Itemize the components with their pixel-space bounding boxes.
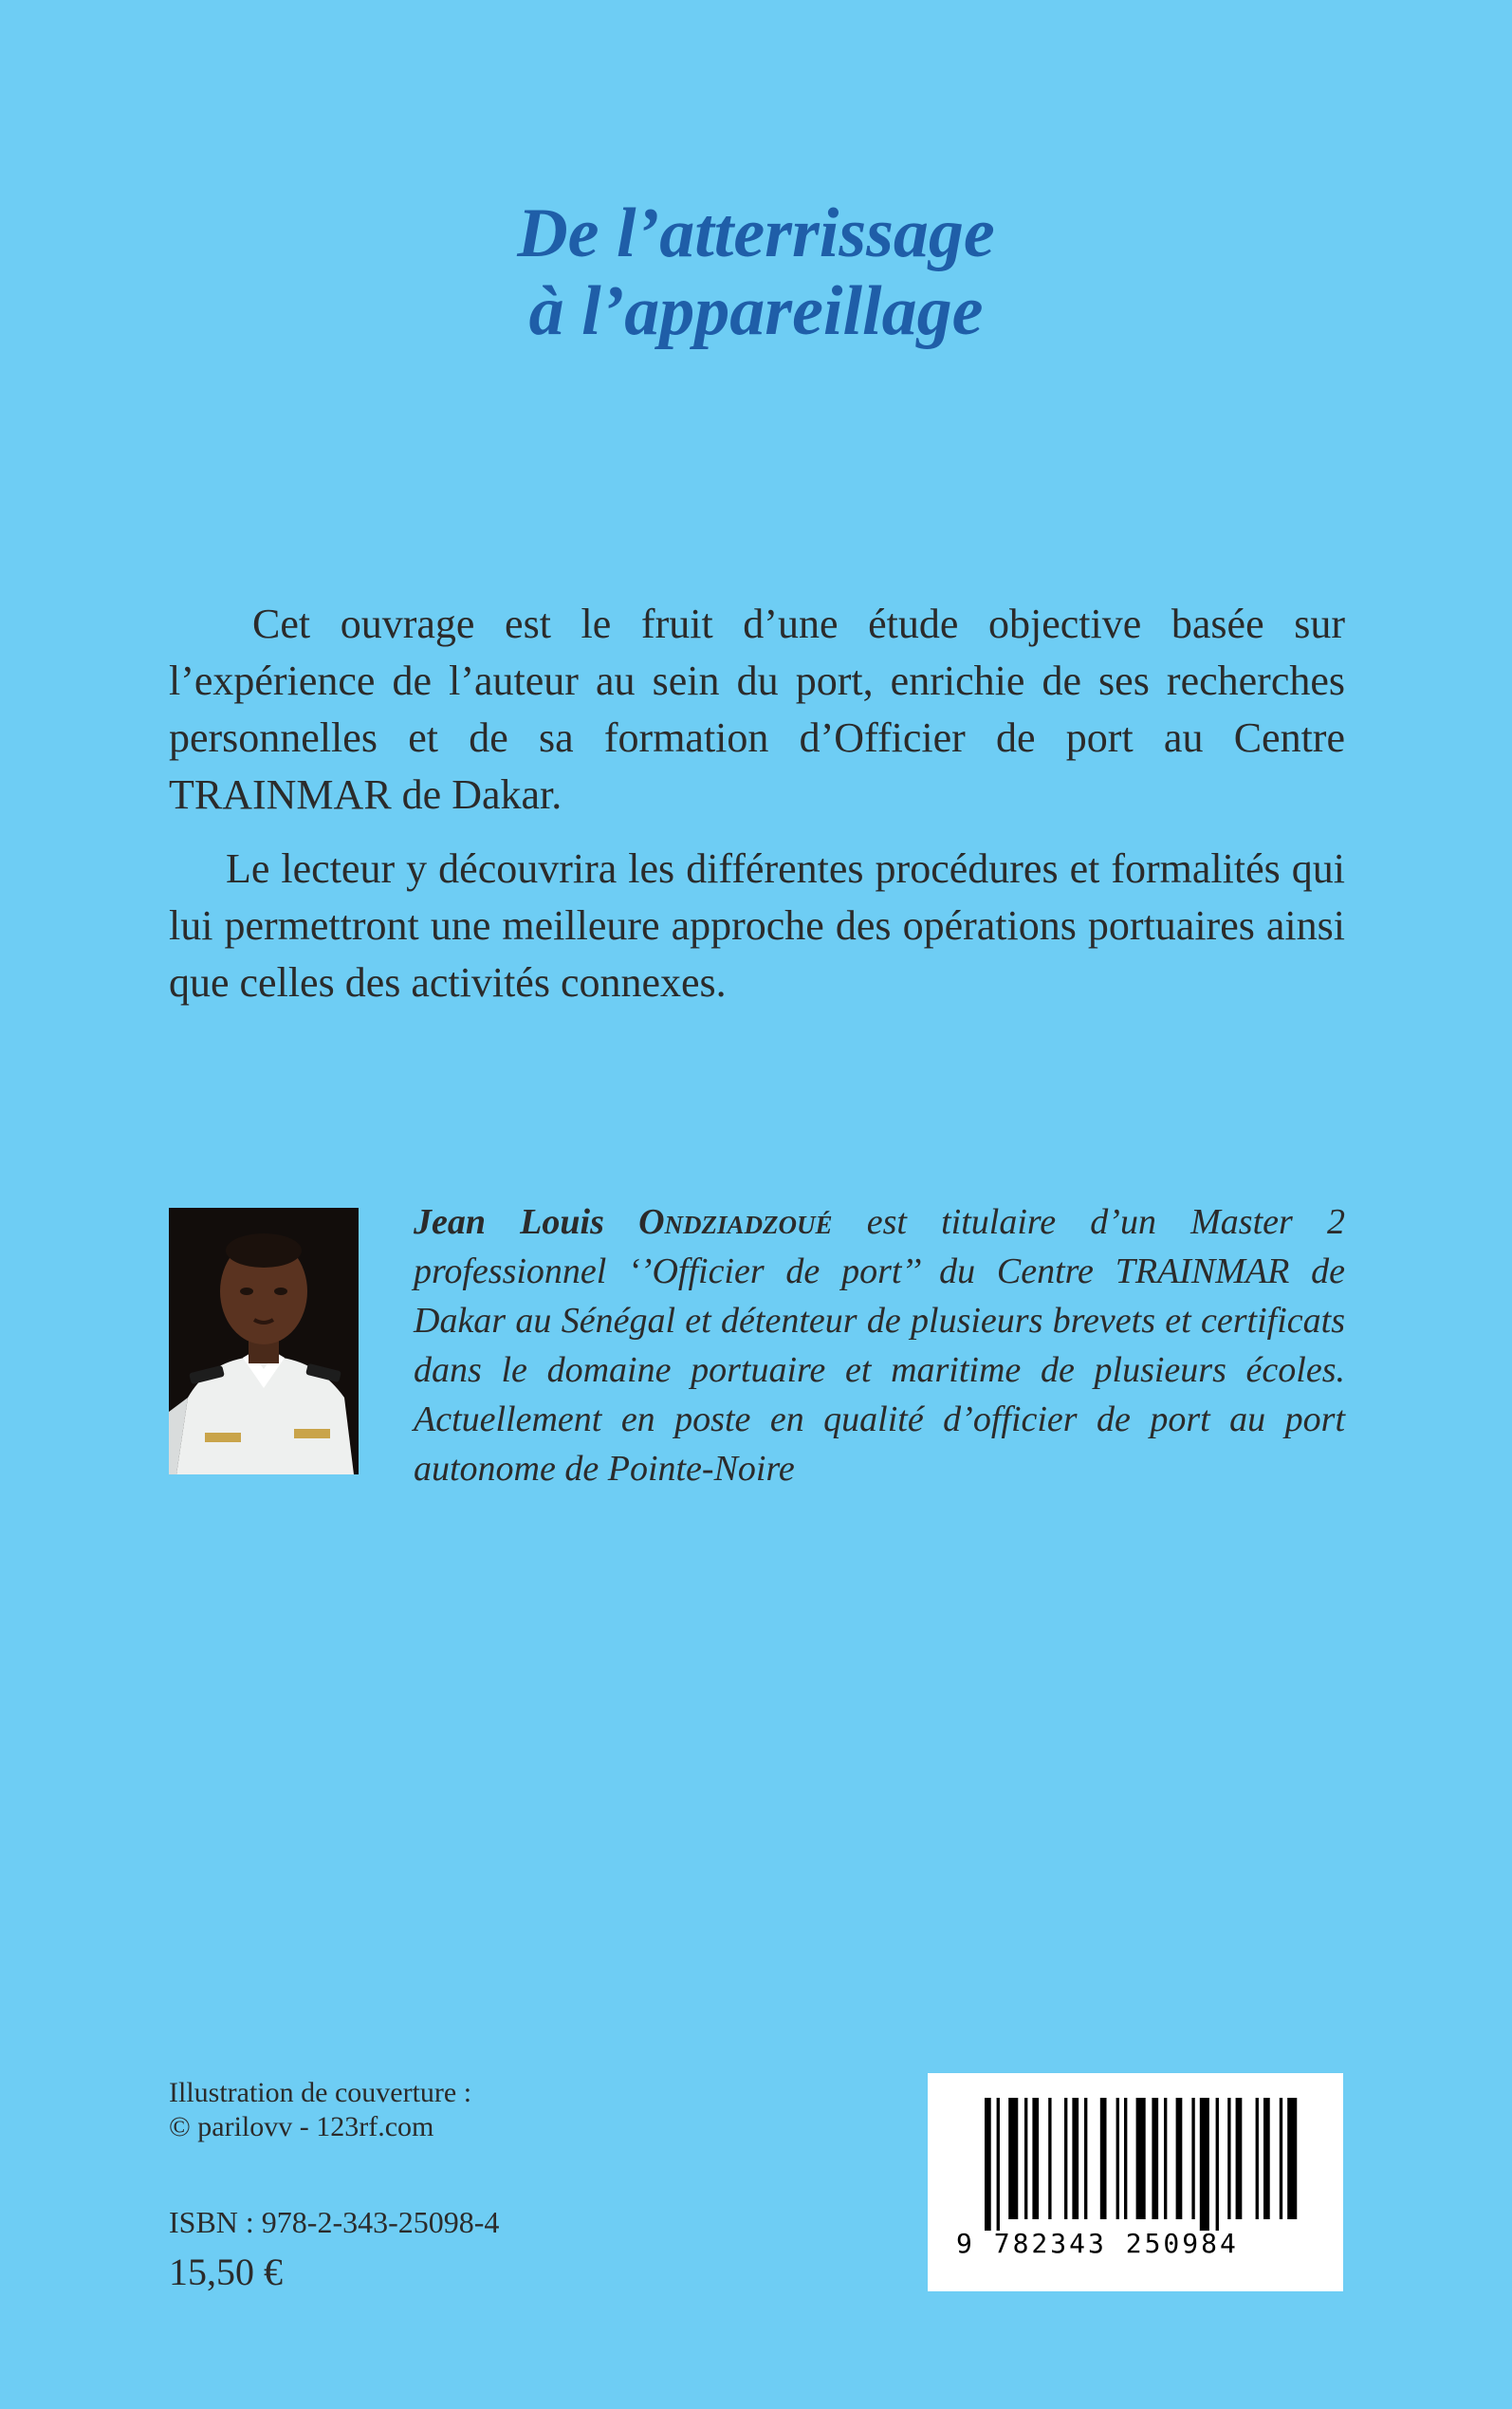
book-blurb [169,596,1345,1028]
barcode-bar [1024,2098,1027,2219]
barcode-bar [1287,2098,1297,2219]
author-first-name: Jean Louis [414,1202,604,1242]
barcode-bar [1176,2098,1183,2219]
barcode-bar [1072,2098,1079,2219]
barcode-bar [1116,2098,1119,2219]
price: 15,50 € [169,2251,283,2293]
barcode-bar [1032,2098,1039,2219]
barcode-bar [1227,2098,1230,2219]
book-title [0,195,1512,350]
barcode-bar [1236,2098,1243,2219]
title-line-2: à l’appareillage [528,272,984,350]
barcode-bar [1263,2098,1270,2219]
barcode-bar [1048,2098,1051,2219]
barcode-digits: 9 782343 250984 [956,2228,1239,2259]
barcode-bar [1164,2098,1167,2219]
cover-credits [169,2076,700,2144]
barcode-bar [1191,2098,1194,2219]
author-bio-text: est titulaire d’un Master 2 professionnel ‘’Officier de port’’ du Centre TRAINMAR de Dakar au Sénégal et détenteur de plusieurs brevets et certificats dans le domaine portuaire et maritime de plusieurs écoles. Actuellement en poste en qualité d’officier de port au port autonome de Pointe-Noire [414,1202,1345,1489]
blurb-paragraph-2: Le lecteur y découvrira les différentes procédures et formalités qui lui permettront une meilleure approche des opérations portuaires ainsi que celles des activités connexes. [169,845,1345,1006]
barcode-bar [1152,2098,1158,2219]
barcode [928,2073,1343,2291]
credits-line-1: Illustration de couverture : [169,2077,472,2108]
barcode-bar [1200,2098,1209,2231]
barcode-bar [1008,2098,1018,2219]
barcode-bar [1064,2098,1067,2219]
barcode-bar [997,2098,1000,2231]
barcode-bar [1216,2098,1219,2231]
author-last-name: Ondziadzoué [638,1202,833,1242]
barcode-bar [1256,2098,1259,2219]
barcode-bar [1136,2098,1146,2219]
isbn: ISBN : 978-2-343-25098-4 [169,2205,500,2239]
blurb-paragraph-1: Cet ouvrage est le fruit d’une étude objective basée sur l’expérience de l’auteur au sein du port, enrichie de ses recherches personnelles et de sa formation d’Officier de port au Centre TRAINMAR de Dakar. [169,601,1345,818]
author-portrait-image [169,1208,359,1474]
barcode-bar [1124,2098,1127,2219]
author-bio [414,1197,1345,1493]
barcode-bar [985,2098,991,2231]
barcode-bar [1084,2098,1087,2219]
author-photo [169,1208,359,1474]
title-line-1: De l’atterrissage [517,195,995,272]
barcode-bar [1100,2098,1107,2219]
barcode-bar [1280,2098,1282,2219]
credits-line-2: © parilovv - 123rf.com [169,2111,434,2142]
